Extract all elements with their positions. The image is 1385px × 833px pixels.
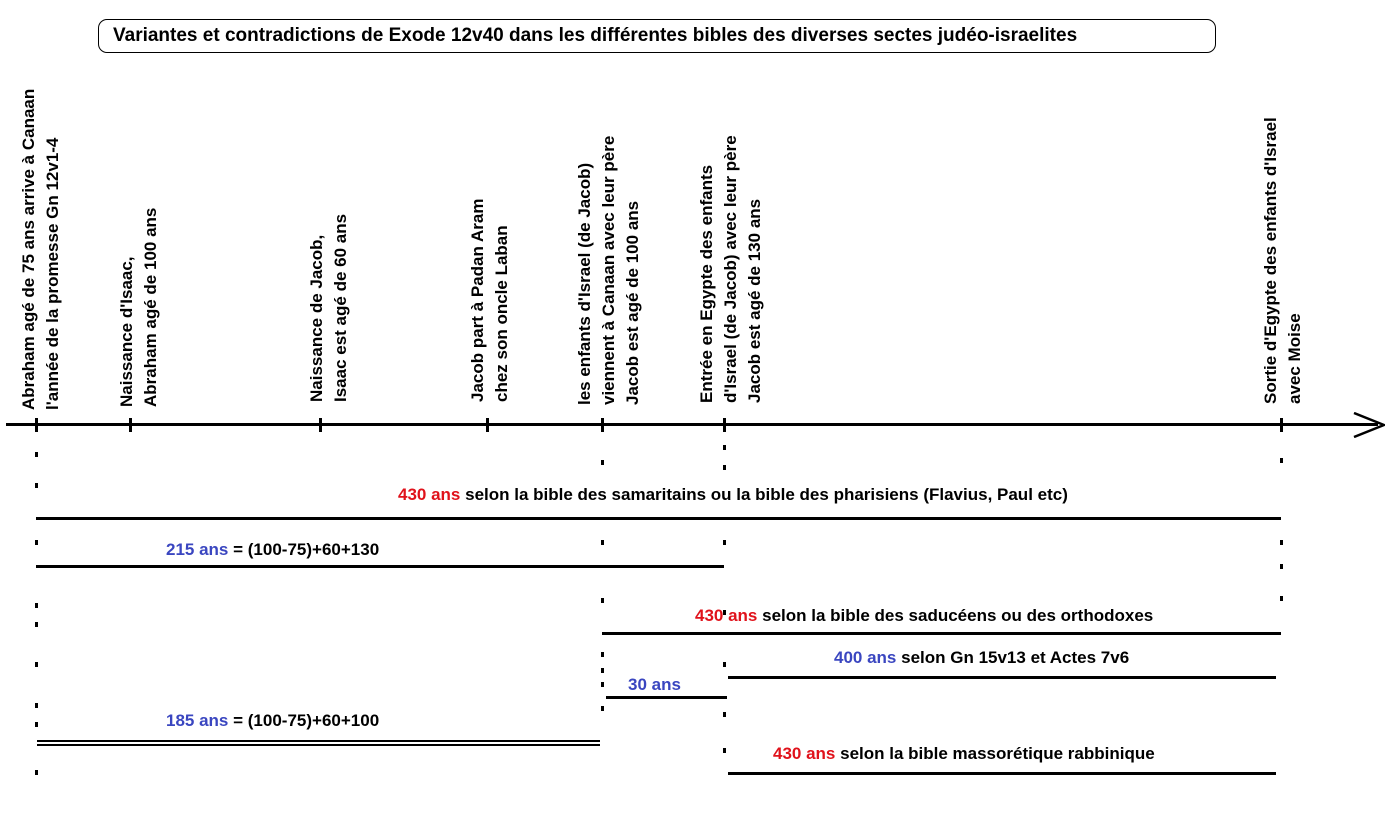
event-label-line: Sortie d'Egypte des enfants d'Israel (1261, 117, 1280, 404)
period-label-185 (166, 711, 379, 731)
event-label-line: avec Moise (1285, 313, 1304, 404)
event-label-isaac-birth (115, 208, 163, 407)
guide-dot (601, 668, 604, 673)
guide-dot (35, 452, 38, 457)
period-years: 30 ans (628, 675, 681, 694)
guide-dot (601, 540, 604, 545)
period-years: 400 ans (834, 648, 897, 667)
period-text: = (100-75)+60+130 (228, 540, 380, 559)
event-label-line: Entrée en Egypte des enfants (697, 164, 716, 403)
axis-tick (601, 418, 604, 432)
period-text: selon la bible des saducéens ou des orthodoxes (757, 606, 1154, 625)
guide-dot (723, 465, 726, 470)
guide-dot (35, 622, 38, 627)
event-label-line: Abraham agé de 75 ans arrive à Canaan (19, 88, 38, 410)
period-text: selon la bible massorétique rabbinique (835, 744, 1155, 763)
guide-dot (35, 662, 38, 667)
event-label-line: Abraham agé de 100 ans (141, 207, 160, 407)
event-label-line: Jacob est agé de 100 ans (623, 200, 642, 405)
guide-dot (35, 770, 38, 775)
axis-tick (723, 418, 726, 432)
timeline-axis (6, 423, 1378, 426)
guide-dot (723, 748, 726, 753)
event-label-enter-egypt (695, 135, 767, 403)
period-text: selon Gn 15v13 et Actes 7v6 (896, 648, 1130, 667)
guide-dot (1280, 540, 1283, 545)
event-label-line: Naissance de Jacob, (307, 234, 326, 402)
period-label-sadducee (695, 606, 1153, 626)
period-years: 430 ans (695, 606, 758, 625)
event-label-exodus (1259, 117, 1307, 404)
event-label-line: d'Israel (de Jacob) avec leur père (721, 135, 740, 403)
guide-dot (1280, 564, 1283, 569)
event-label-come-to-canaan (573, 136, 645, 405)
period-label-30 (628, 675, 681, 695)
guide-dot (1280, 458, 1283, 463)
period-years: 430 ans (773, 744, 836, 763)
period-years: 215 ans (166, 540, 229, 559)
period-bar-215 (36, 565, 724, 568)
guide-dot (601, 652, 604, 657)
guide-dot (601, 682, 604, 687)
event-label-line: viennent à Canaan avec leur père (599, 135, 618, 405)
guide-dot (601, 598, 604, 603)
guide-dot (35, 722, 38, 727)
axis-tick (129, 418, 132, 432)
guide-dot (723, 712, 726, 717)
guide-dot (723, 445, 726, 450)
event-label-line: Jacob part à Padan Aram (468, 198, 487, 402)
period-bar-sadducee (602, 632, 1281, 635)
period-bar-185 (37, 740, 600, 746)
guide-dot (723, 662, 726, 667)
axis-tick (35, 418, 38, 432)
guide-dot (601, 706, 604, 711)
period-years: 430 ans (398, 485, 461, 504)
event-label-line: Jacob est agé de 130 ans (745, 198, 764, 403)
guide-dot (35, 540, 38, 545)
event-label-line: chez son oncle Laban (492, 225, 511, 402)
event-label-line: Isaac est agé de 60 ans (331, 213, 350, 402)
axis-tick (486, 418, 489, 432)
event-label-jacob-birth (305, 214, 353, 402)
period-years: 185 ans (166, 711, 229, 730)
arrowhead-icon (1352, 412, 1385, 438)
guide-dot (35, 483, 38, 488)
guide-dot (723, 540, 726, 545)
period-text: = (100-75)+60+100 (228, 711, 380, 730)
period-text: selon la bible des samaritains ou la bible des pharisiens (Flavius, Paul etc) (460, 485, 1068, 504)
period-bar-samaritan (36, 517, 1281, 520)
period-label-samaritan (398, 485, 1068, 505)
event-label-line: les enfants d'Israel (de Jacob) (575, 162, 594, 405)
diagram-title: Variantes et contradictions de Exode 12v40 dans les différentes bibles des diverses sectes judéo-israelites (98, 19, 1216, 53)
period-bar-masoretic (728, 772, 1276, 775)
period-label-215 (166, 540, 379, 560)
event-label-line: Naissance d'Isaac, (117, 256, 136, 407)
period-bar-30 (606, 696, 727, 699)
event-label-padan-aram (466, 199, 514, 402)
guide-dot (601, 460, 604, 465)
period-label-400 (834, 648, 1129, 668)
event-label-line: l'année de la promesse Gn 12v1-4 (43, 137, 62, 410)
axis-tick (1280, 418, 1283, 432)
guide-dot (1280, 596, 1283, 601)
event-label-abraham-canaan (17, 89, 65, 410)
guide-dot (35, 703, 38, 708)
period-label-masoretic (773, 744, 1155, 764)
axis-tick (319, 418, 322, 432)
period-bar-400 (728, 676, 1276, 679)
guide-dot (35, 603, 38, 608)
